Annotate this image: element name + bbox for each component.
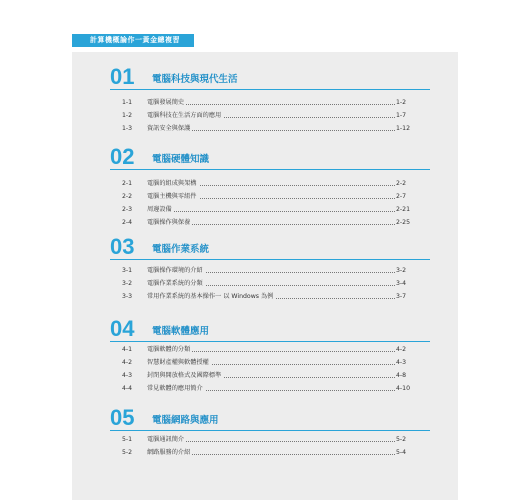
chapter-entries	[72, 264, 458, 303]
chapter-header	[72, 407, 458, 433]
section-number: 4-2	[122, 359, 133, 366]
toc-entry[interactable]	[72, 96, 458, 109]
toc-entry[interactable]	[72, 190, 458, 203]
section-number: 4-3	[122, 372, 133, 379]
toc-entry[interactable]	[72, 369, 458, 382]
chapter-header	[72, 146, 458, 172]
page-number: 4-8	[395, 369, 406, 382]
page-number: 5-4	[395, 446, 406, 459]
page-number: 1-7	[395, 109, 406, 122]
toc-entry[interactable]	[72, 203, 458, 216]
chapter-4	[72, 316, 458, 392]
chapter-number: 03	[110, 234, 135, 259]
section-title: 電腦作業系統的分類	[147, 277, 205, 290]
chapter-entries	[72, 177, 458, 229]
toc-entry[interactable]	[72, 343, 458, 356]
chapter-header	[72, 236, 458, 262]
section-number: 2-2	[122, 193, 133, 200]
toc-entry[interactable]	[72, 264, 458, 277]
toc-entry[interactable]	[72, 433, 458, 446]
chapter-title: 電腦網路與應用	[152, 415, 219, 426]
chapter-number: 04	[110, 316, 135, 341]
chapter-title: 電腦作業系統	[152, 244, 210, 255]
toc-entry[interactable]	[72, 290, 458, 303]
toc-entry[interactable]	[72, 122, 458, 135]
page-number: 2-7	[395, 190, 406, 203]
section-number: 2-1	[122, 180, 133, 187]
section-number: 5-1	[122, 436, 133, 443]
chapter-2	[72, 144, 458, 226]
chapter-entries	[72, 343, 458, 395]
page-number: 1-2	[395, 96, 406, 109]
section-title: 封閉與開放格式及國際標準	[147, 369, 223, 382]
chapter-entries	[72, 433, 458, 459]
page-number: 4-2	[395, 343, 406, 356]
section-number: 4-4	[122, 385, 133, 392]
page-number: 3-2	[395, 264, 406, 277]
section-title: 常用作業系統的基本操作一 以 Windows 為例	[147, 290, 275, 303]
section-number: 3-1	[122, 267, 133, 274]
toc-entry[interactable]	[72, 277, 458, 290]
section-title: 電腦主機與零組件	[147, 190, 199, 203]
page-number: 2-25	[395, 216, 410, 229]
section-title: 智慧財產權與軟體授權	[147, 356, 211, 369]
section-number: 2-4	[122, 219, 133, 226]
section-title: 電腦軟體的分類	[147, 343, 192, 356]
toc-entry[interactable]	[72, 216, 458, 229]
page-number: 3-7	[395, 290, 406, 303]
chapter-title: 電腦硬體知識	[152, 154, 210, 165]
section-number: 3-2	[122, 280, 133, 287]
page-number: 2-21	[395, 203, 410, 216]
chapter-divider	[110, 341, 430, 342]
chapter-number: 01	[110, 64, 135, 89]
chapter-divider	[110, 169, 430, 170]
toc-entry[interactable]	[72, 382, 458, 395]
section-title: 電腦操作環境的介紹	[147, 264, 205, 277]
page-number: 5-2	[395, 433, 406, 446]
section-number: 1-3	[122, 125, 133, 132]
dot-leader	[147, 211, 395, 212]
toc-entry[interactable]	[72, 356, 458, 369]
toc-entry[interactable]	[72, 109, 458, 122]
page-number: 3-4	[395, 277, 406, 290]
page-number: 2-2	[395, 177, 406, 190]
section-number: 1-1	[122, 99, 133, 106]
book-title-tab: 計算機概論作一黃金總複習	[72, 34, 194, 47]
chapter-header	[72, 66, 458, 92]
section-number: 2-3	[122, 206, 133, 213]
section-number: 1-2	[122, 112, 133, 119]
chapter-entries	[72, 96, 458, 135]
section-title: 資訊安全與保護	[147, 122, 192, 135]
section-title: 電腦科技在生活方面的應用	[147, 109, 223, 122]
chapter-header	[72, 318, 458, 344]
chapter-divider	[110, 89, 430, 90]
page-number: 4-10	[395, 382, 410, 395]
chapter-1	[72, 64, 458, 132]
section-number: 4-1	[122, 346, 133, 353]
section-number: 5-2	[122, 449, 133, 456]
section-title: 網路服務的介紹	[147, 446, 192, 459]
section-title: 周邊設備	[147, 203, 174, 216]
toc-entry[interactable]	[72, 446, 458, 459]
section-title: 電腦通訊簡介	[147, 433, 186, 446]
chapter-divider	[110, 430, 430, 431]
section-title: 電腦發展簡史	[147, 96, 186, 109]
chapter-number: 05	[110, 405, 135, 430]
chapter-divider	[110, 259, 430, 260]
section-title: 常見軟體的應用簡介	[147, 382, 205, 395]
toc-entry[interactable]	[72, 177, 458, 190]
toc-panel	[72, 52, 458, 500]
chapter-title: 電腦科技與現代生活	[152, 74, 238, 85]
chapter-5	[72, 405, 458, 456]
chapter-3	[72, 234, 458, 300]
section-title: 電腦操作與保養	[147, 216, 192, 229]
section-number: 3-3	[122, 293, 133, 300]
page-number: 1-12	[395, 122, 410, 135]
chapter-title: 電腦軟體應用	[152, 326, 210, 337]
chapter-number: 02	[110, 144, 135, 169]
section-title: 電腦的組成與架構	[147, 177, 199, 190]
page-number: 4-3	[395, 356, 406, 369]
